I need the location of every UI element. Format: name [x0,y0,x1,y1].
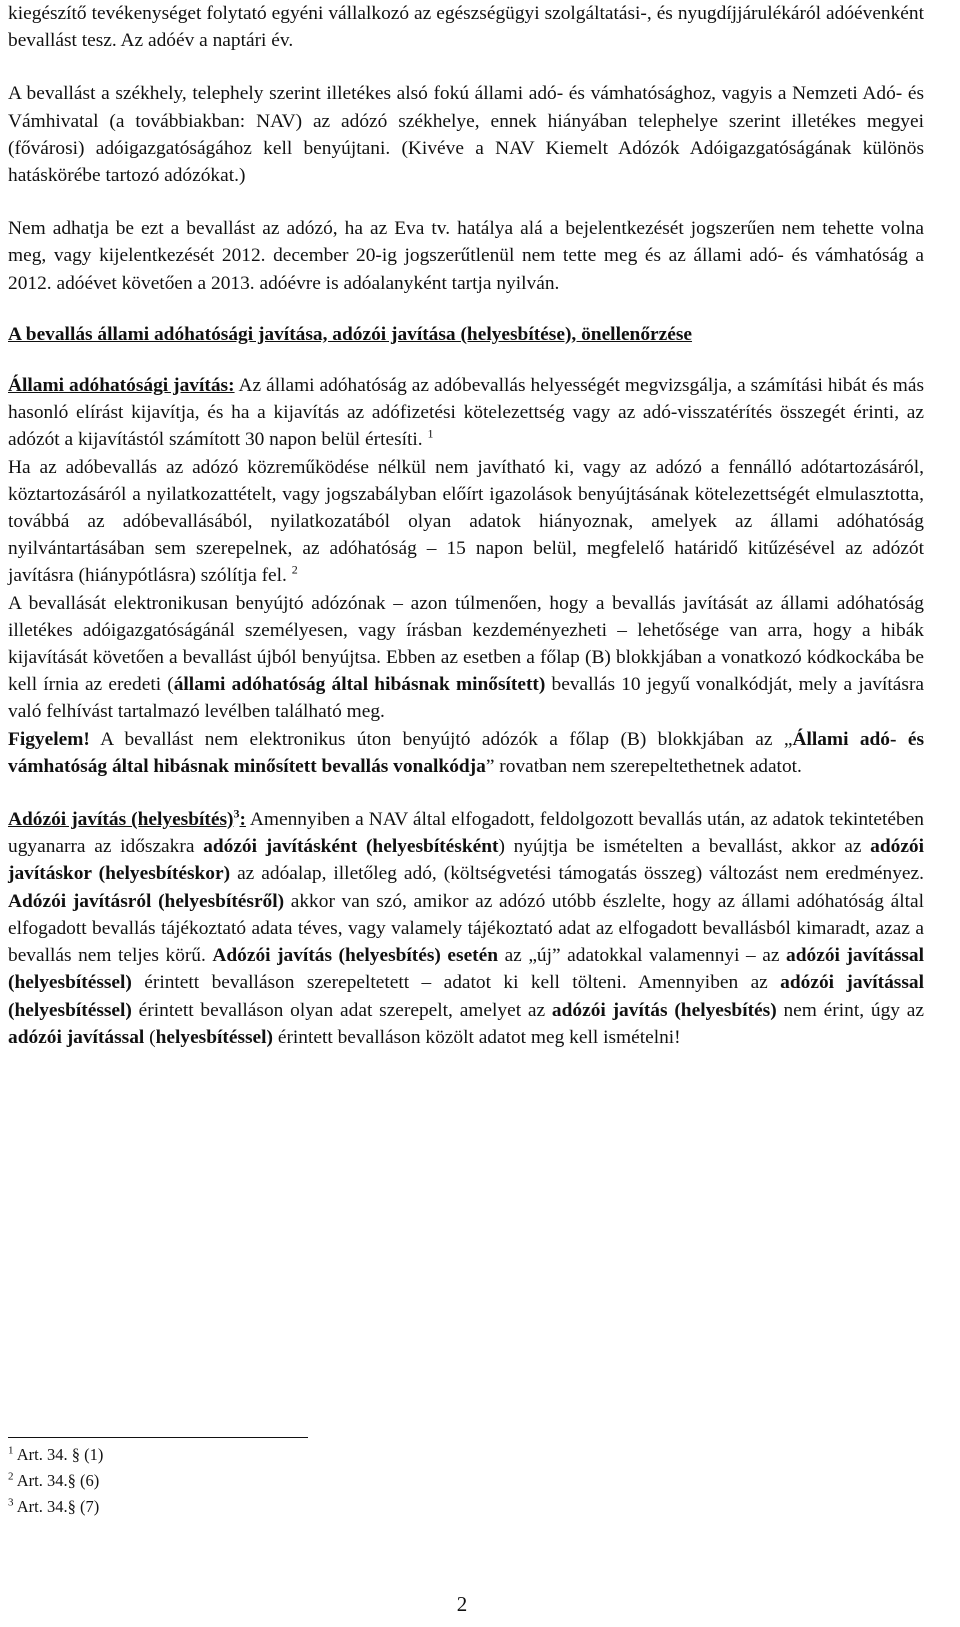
adozoi-bold: Adózói javításról (helyesbítésről) [8,890,285,912]
adozoi-label-colon: : [239,809,246,831]
adozoi-label: Adózói javítás (helyesbítés) [8,809,234,831]
allami-paragraph-1 [8,372,924,454]
footnote-2 [8,1468,103,1494]
attention-label: Figyelem! [8,728,90,750]
allami-p3-text-c: bevallás 10 jegyű vonalkódját, mely a javításra való felhívást tartalmazó levélben található meg. [8,674,925,723]
footnote-text: Art. 34. § (1) [16,1445,104,1464]
allami-paragraph-3 [8,590,924,726]
allami-paragraph-2 [8,454,924,590]
adozoi-bold: adózói javításként (helyesbítésként [203,836,499,858]
footnotes [8,1442,103,1520]
allami-p3-bold: állami adóhatóság által hibásnak minősített) [173,674,546,696]
allami-p1-text: Az állami adóhatóság az adóbevallás helyességét megvizsgálja, a számítási hibát és más hasonló elírást kijavítja, és ha a kijavítás az adófizetési kötelezettség vagy az adó-visszatérítés összegét érinti, az adózót a kijavítástól számított 30 napon belül értesíti. [8,375,924,451]
adozoi-text: az adóalap, illetőleg adó, (költségvetési támogatás összeg) változást nem eredményez. [230,863,924,885]
intro-paragraph-1: kiegészítő tevékenységet folytató egyéni vállalkozó az egészségügyi szolgáltatási-, és nyugdíjjárulékáról adóévenként bevallást tesz. Az adóév a naptári év. [8,3,924,52]
footnote-3 [8,1494,103,1520]
attention-text-c: ” rovatban nem szerepeltethetnek adatot. [485,755,802,777]
intro-paragraph-3: Nem adhatja be ezt a bevallást az adózó, ha az Eva tv. hatálya alá a bejelentkezését jogszerűen nem tehette volna meg, vagy kijelentkezését 2012. december 20-ig jogszerűtlenül nem tette meg és az állami adó- és vámhatóság a 2012. adóévet követően a 2013. adóévre is adóalanyként tartja nyilván. [8,218,924,294]
document-page [8,0,924,1051]
footnote-ref-1: 1 [427,426,434,441]
adozoi-bold: helyesbítéssel) [155,1026,273,1048]
adozoi-text: Amennyiben a NAV által elfogadott, feldolgozott bevallás után, az adatok tekintetében ugyanarra az időszakra [8,809,925,858]
section-heading: A bevallás állami adóhatósági javítása, adózói javítása (helyesbítése), önellenőrzése [8,323,693,345]
footnote-number: 2 [8,1470,14,1483]
footnote-number: 3 [8,1496,14,1509]
intro-paragraph-2: A bevallást a székhely, telephely szerint illetékes alsó fokú állami adó- és vámhatósághoz, vagyis a Nemzeti Adó- és Vámhivatal (a továbbiakban: NAV) az adózó székhelye, ennek hiányában telephelye szerint illetékes megyei (fővárosi) adóigazgatóságához kell benyújtani. (Kivéve a NAV Kiemelt Adózók Adóigazgatóságának különös hatáskörébe tartozó adózókat.) [8,83,924,187]
adozoi-bold: adózói javítás (helyesbítés) [551,999,777,1021]
adozoi-paragraph [8,806,924,1051]
attention-text-a: A bevallást nem elektronikus úton benyújtó adózók a főlap (B) blokkjában az „ [89,728,793,750]
footnote-1 [8,1442,103,1468]
footnote-text: Art. 34.§ (7) [16,1497,100,1516]
footnote-separator [8,1437,308,1438]
page-number: 2 [456,1592,468,1616]
adozoi-text: ) nyújtja be ismételten a bevallást, akkor az [498,836,871,858]
allami-p2-text: Ha az adóbevallás az adózó közreműködése nélkül nem javítható ki, vagy az adózó a fennálló adótartozásáról, köztartozásáról a nyilatkozattételt, vagy jogszabályban előírt igazolások benyújtásának kötelezettségét elmulasztotta, továbbá az adóbevallásából, nyilatkozatából olyan adatok hiányoznak, amelyek az állami adóhatóság nyilvántartásában sem szerepelnek, az adóhatóság – 15 napon belül, megfelelő határidő kitűzésével az adózót javításra (hiánypótlásra) szólítja fel. [8,456,924,587]
allami-label: Állami adóhatósági javítás: [8,375,235,397]
adozoi-text: akkor van szó, amikor az adózó utóbb észlelte, hogy az állami adóhatóság által elfogadott bevallás tájékoztató adata téves, vagy valamely tájékoztató adat az elfogadott bevallásból kimaradt, azaz a bevallás nem teljes körű. [8,890,924,967]
footnote-ref-3: 3 [233,806,240,821]
adozoi-text: ( [144,1026,156,1048]
footnote-text: Art. 34.§ (6) [16,1471,100,1490]
footnote-number: 1 [8,1444,14,1457]
adozoi-bold: adózói javításkor (helyesbítéskor) [8,836,925,885]
adozoi-bold: adózói javítással (helyesbítéssel) [8,945,925,994]
adozoi-text: érintett bevalláson olyan adat szerepelt, amelyet az [131,999,552,1021]
adozoi-text: nem érint, úgy az [776,999,924,1021]
adozoi-bold: adózói javítással (helyesbítéssel) [8,972,924,1021]
adozoi-bold: adózói javítással [8,1026,145,1048]
attention-paragraph [8,726,924,780]
adozoi-text: érintett bevalláson közölt adatot meg kell ismételni! [273,1026,681,1048]
allami-p3-text-a: A bevallását elektronikusan benyújtó adózónak – azon túlmenően, hogy a bevallás javítását az állami adóhatóság illetékes adóigazgatóságánál személyesen, vagy írásban kezdeményezheti – lehetősége van arra, hogy a hibák kijavítását követően a bevallást újból benyújtsa. Ebben az esetben a főlap (B) blokkjában a vonatkozó kódkockába be kell írnia az eredeti ( [8,592,924,696]
adozoi-text: érintett bevalláson szerepeltetett – adatot ki kell tölteni. Amennyiben az [131,972,781,994]
adozoi-text: az „új” adatokkal valamennyi – az [498,945,787,967]
attention-bold: Állami adó- és vámhatóság által hibásnak minősített bevallás vonalkódja [8,728,924,777]
adozoi-bold: Adózói javítás (helyesbítés) esetén [212,945,499,967]
footnote-ref-2: 2 [291,562,298,577]
